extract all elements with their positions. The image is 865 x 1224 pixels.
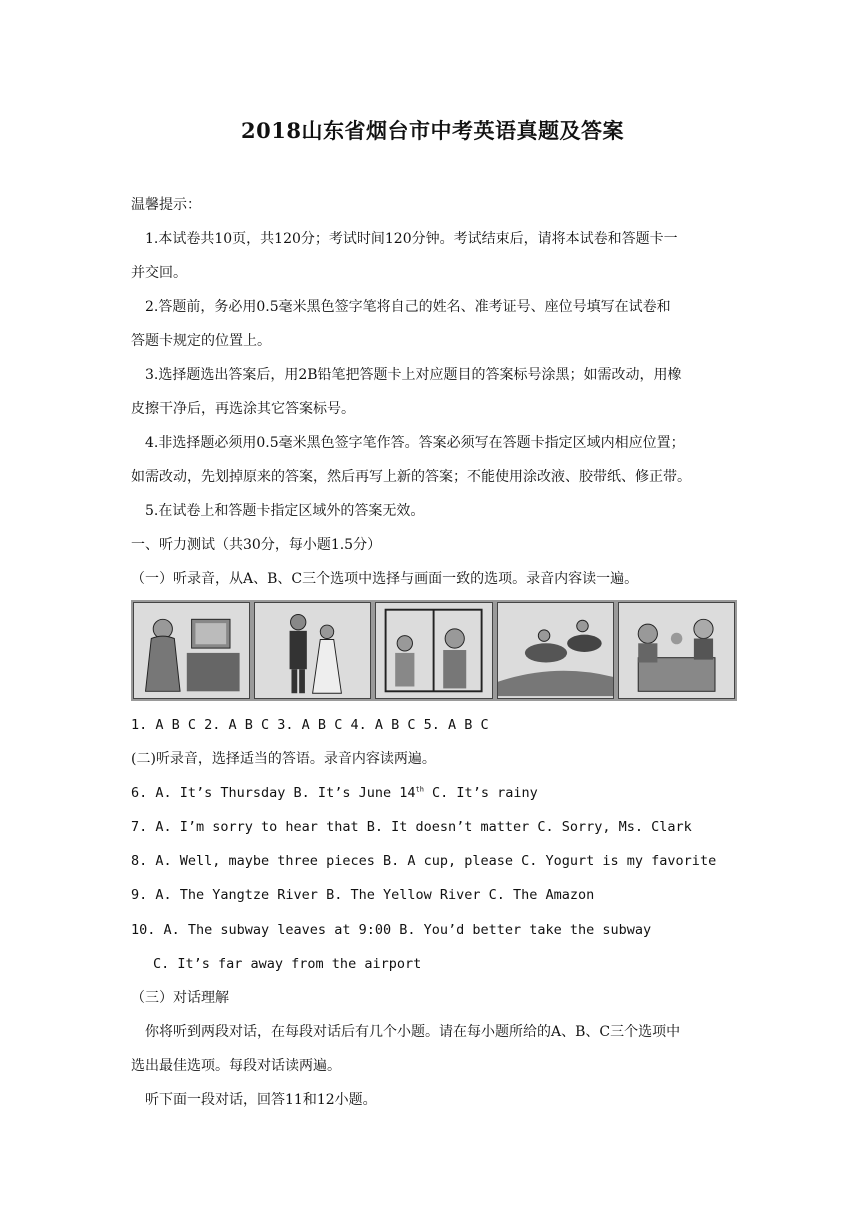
tip-line: 2.答题前，务必用0.5毫米黑色签字笔将自己的姓名、准考证号、座位号填写在试卷和 [145, 299, 671, 315]
question-8: 8. A. Well, maybe three pieces B. A cup, please C. Yogurt is my favorite [131, 853, 717, 869]
ordinal-suffix: th [415, 785, 424, 794]
tip-line: 并交回。 [131, 265, 187, 281]
part3-heading: （三）对话理解 [131, 990, 229, 1006]
tip-line: 如需改动，先划掉原来的答案，然后再写上新的答案；不能使用涂改液、胶带纸、修正带。 [131, 469, 691, 485]
picture-3-window-cleaner [375, 602, 492, 699]
picture-4-horse-riders [497, 602, 614, 699]
part1-answer-options: 1. A B C 2. A B C 3. A B C 4. A B C 5. A B C [131, 717, 489, 733]
question-6 [131, 784, 538, 802]
question-6-text: 6. A. It’s Thursday B. It’s June 14 [131, 785, 416, 801]
section-heading: 一、听力测试（共30分，每小题1.5分） [131, 537, 382, 553]
picture-strip [131, 600, 737, 701]
part2-instruction: (二)听录音，选择适当的答语。录音内容读两遍。 [131, 751, 436, 767]
picture-1-computer-user [133, 602, 250, 699]
tip-line: 皮擦干净后，再选涂其它答案标号。 [131, 401, 355, 417]
tip-heading: 温馨提示： [131, 197, 201, 213]
tip-line: 1.本试卷共10页，共120分；考试时间120分钟。考试结束后，请将本试卷和答题卡一 [145, 231, 678, 247]
picture-2-couple [254, 602, 371, 699]
part3-instruction: 选出最佳选项。每段对话读两遍。 [131, 1058, 341, 1074]
picture-5-market-stall [618, 602, 735, 699]
question-10: 10. A. The subway leaves at 9:00 B. You’d better take the subway [131, 922, 652, 938]
tip-line: 3.选择题选出答案后，用2B铅笔把答题卡上对应题目的答案标号涂黑；如需改动，用橡 [145, 367, 682, 383]
document-title: 2018山东省烟台市中考英语真题及答案 [241, 118, 624, 143]
question-10-option-c: C. It’s far away from the airport [153, 956, 422, 972]
part3-instruction: 你将听到两段对话，在每段对话后有几个小题。请在每小题所给的A、B、C三个选项中 [145, 1024, 681, 1040]
question-9: 9. A. The Yangtze River B. The Yellow River C. The Amazon [131, 887, 595, 903]
tip-line: 4.非选择题必须用0.5毫米黑色签字笔作答。答案必须写在答题卡指定区域内相应位置； [145, 435, 685, 451]
tip-line: 答题卡规定的位置上。 [131, 333, 271, 349]
question-7: 7. A. I’m sorry to hear that B. It doesn’t matter C. Sorry, Ms. Clark [131, 819, 692, 835]
question-6-option-c: C. It’s rainy [423, 785, 538, 801]
part3-instruction: 听下面一段对话，回答11和12小题。 [145, 1092, 377, 1108]
part1-instruction: （一）听录音，从A、B、C三个选项中选择与画面一致的选项。录音内容读一遍。 [131, 571, 639, 587]
tip-line: 5.在试卷上和答题卡指定区域外的答案无效。 [145, 503, 425, 519]
